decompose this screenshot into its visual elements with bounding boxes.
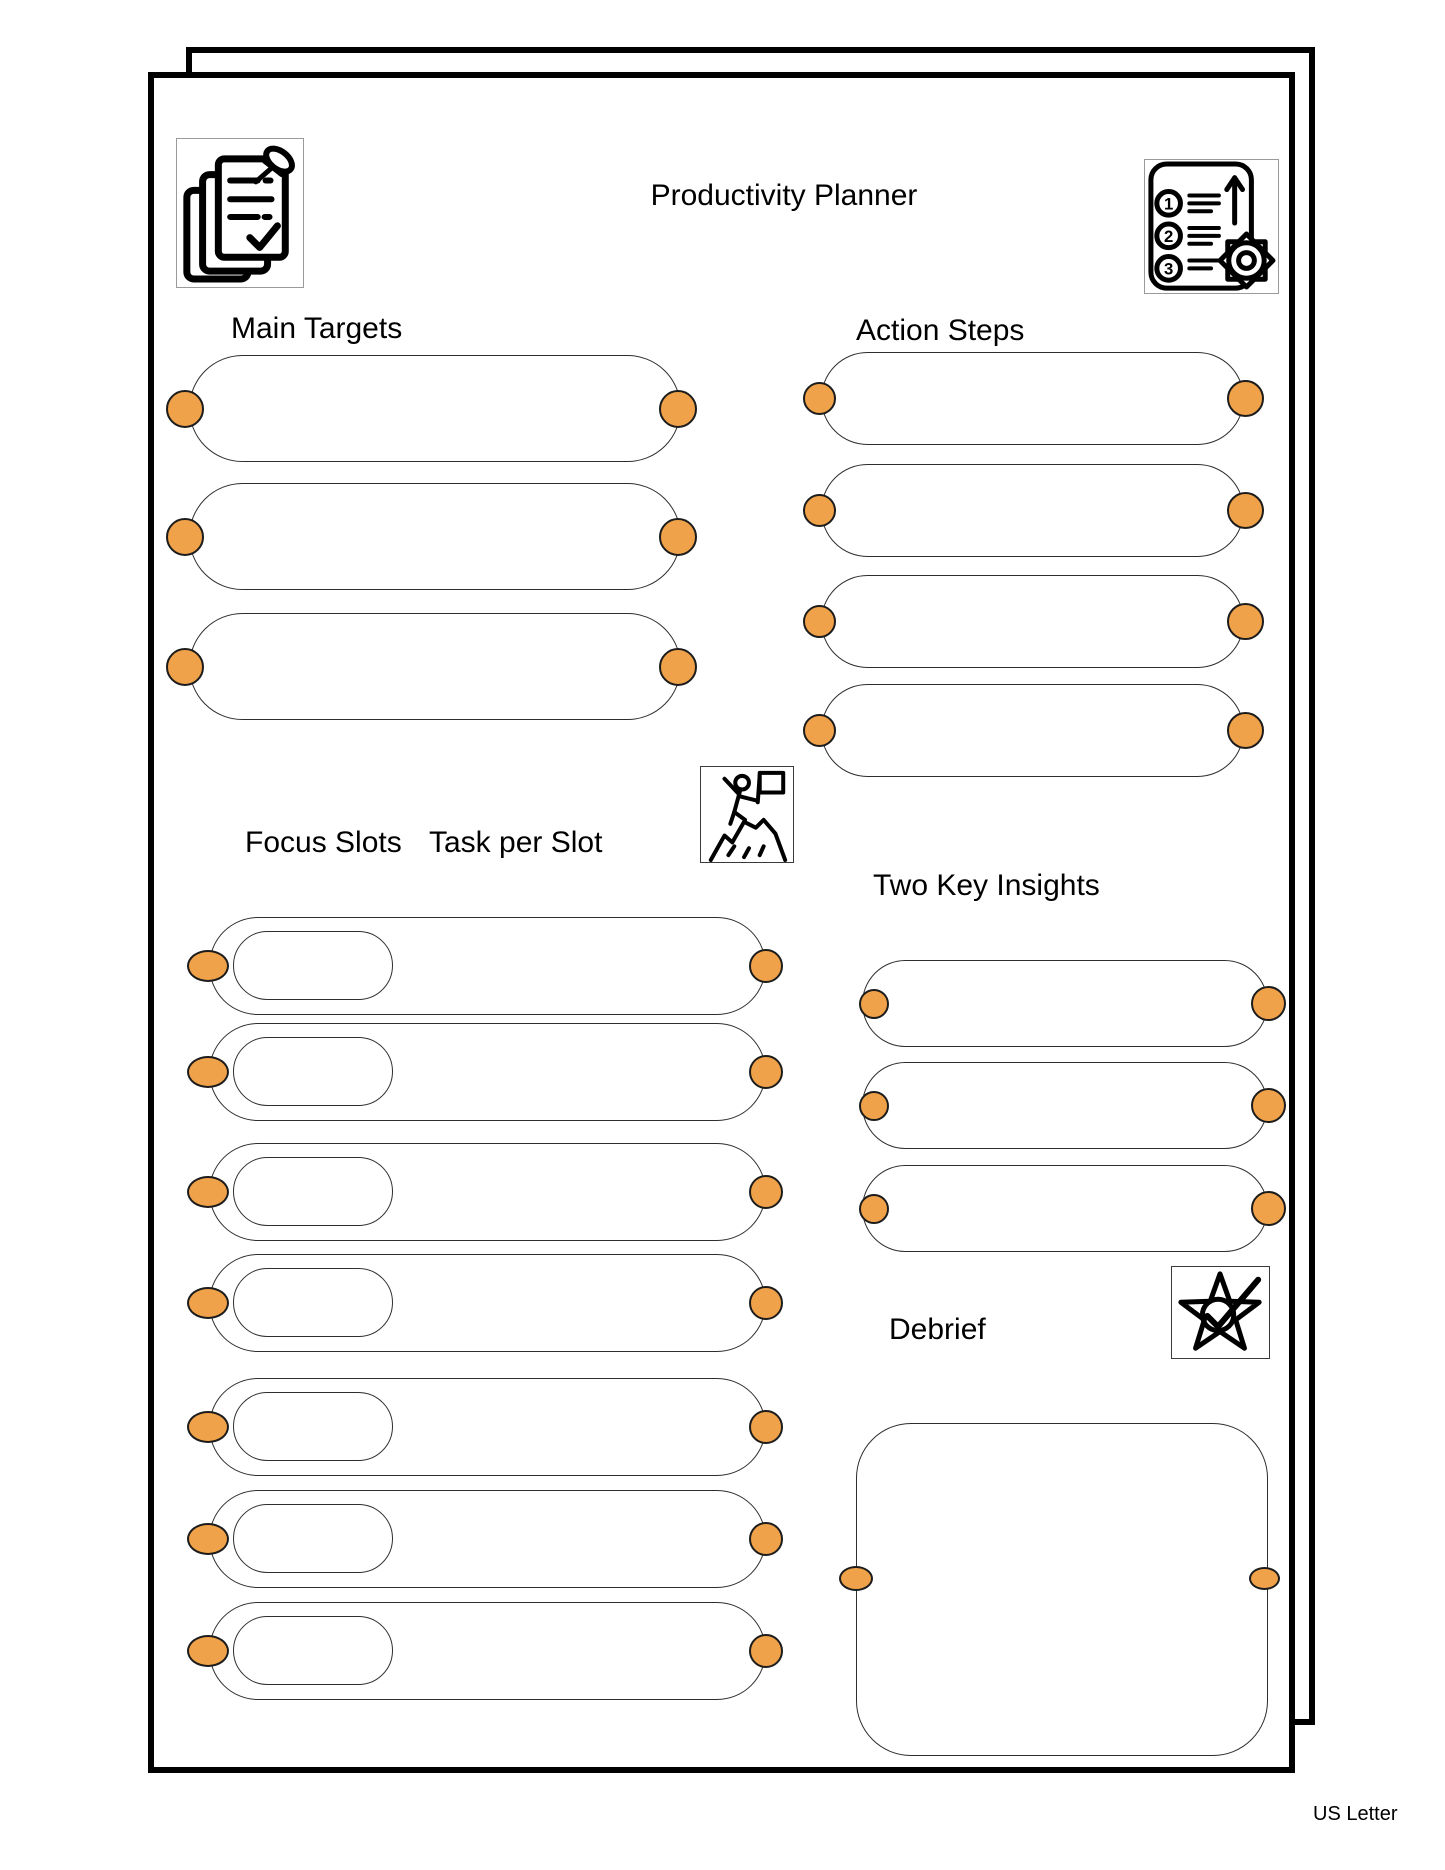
connector-dot-right [1227,492,1264,529]
connector-dot-left [803,382,836,415]
focus-time-inner-pill[interactable] [233,1392,393,1461]
connector-dot-left [187,1056,229,1088]
connector-dot-right [659,648,697,686]
connector-dot-left [859,1194,889,1224]
section-label-task-per-slot: Task per Slot [429,826,603,859]
connector-dot-left [859,989,889,1019]
debrief-box[interactable] [856,1423,1268,1756]
page-title: Productivity Planner [650,179,918,212]
pinned-notes-icon [176,138,304,288]
connector-dot-right [749,1410,783,1444]
section-label-debrief: Debrief [889,1313,986,1346]
svg-text:3: 3 [1163,259,1174,279]
action-slot-pill[interactable] [821,684,1244,777]
connector-dot-right [659,390,697,428]
connector-dot-right [659,518,697,556]
connector-dot-left [187,950,229,982]
connector-dot-left [166,390,204,428]
connector-dot-right [1251,1191,1286,1226]
target-slot-pill[interactable] [189,613,681,720]
connector-dot-left [187,1411,229,1443]
insight-slot-pill[interactable] [862,1062,1268,1149]
section-label-action-steps: Action Steps [856,314,1025,347]
focus-time-inner-pill[interactable] [233,1504,393,1573]
connector-dot-right [1249,1567,1280,1590]
connector-dot-left [166,648,204,686]
focus-time-inner-pill[interactable] [233,931,393,1000]
action-slot-pill[interactable] [821,352,1244,445]
connector-dot-left [187,1176,229,1208]
connector-dot-left [166,518,204,556]
connector-dot-right [1251,1088,1286,1123]
insight-slot-pill[interactable] [862,1165,1268,1252]
connector-dot-left [187,1635,229,1667]
connector-dot-right [749,1286,783,1320]
connector-dot-right [749,1634,783,1668]
connector-dot-left [803,605,836,638]
focus-time-inner-pill[interactable] [233,1037,393,1106]
section-label-focus-slots: Focus Slots [245,826,402,859]
connector-dot-left [839,1566,873,1591]
connector-dot-right [1227,603,1264,640]
connector-dot-right [749,949,783,983]
insight-slot-pill[interactable] [862,960,1268,1047]
target-slot-pill[interactable] [189,355,681,462]
page-size-label: US Letter [1313,1803,1398,1825]
connector-dot-right [749,1055,783,1089]
section-label-main-targets: Main Targets [231,312,403,345]
action-slot-pill[interactable] [821,464,1244,557]
focus-time-inner-pill[interactable] [233,1616,393,1685]
connector-dot-left [803,494,836,527]
mountain-climber-icon [700,766,794,863]
front-page [148,72,1295,1773]
numbered-list-gear-icon [1144,159,1279,294]
svg-text:2: 2 [1163,226,1174,246]
section-label-two-key-insights: Two Key Insights [873,869,1100,902]
connector-dot-left [803,714,836,747]
connector-dot-right [1227,712,1264,749]
connector-dot-left [859,1091,889,1121]
connector-dot-right [749,1522,783,1556]
connector-dot-right [1227,380,1264,417]
connector-dot-right [749,1175,783,1209]
focus-time-inner-pill[interactable] [233,1157,393,1226]
action-slot-pill[interactable] [821,575,1244,668]
svg-text:1: 1 [1163,194,1174,214]
target-slot-pill[interactable] [189,483,681,590]
star-check-icon [1171,1266,1270,1359]
focus-time-inner-pill[interactable] [233,1268,393,1337]
connector-dot-left [187,1287,229,1319]
connector-dot-right [1251,986,1286,1021]
connector-dot-left [187,1523,229,1555]
